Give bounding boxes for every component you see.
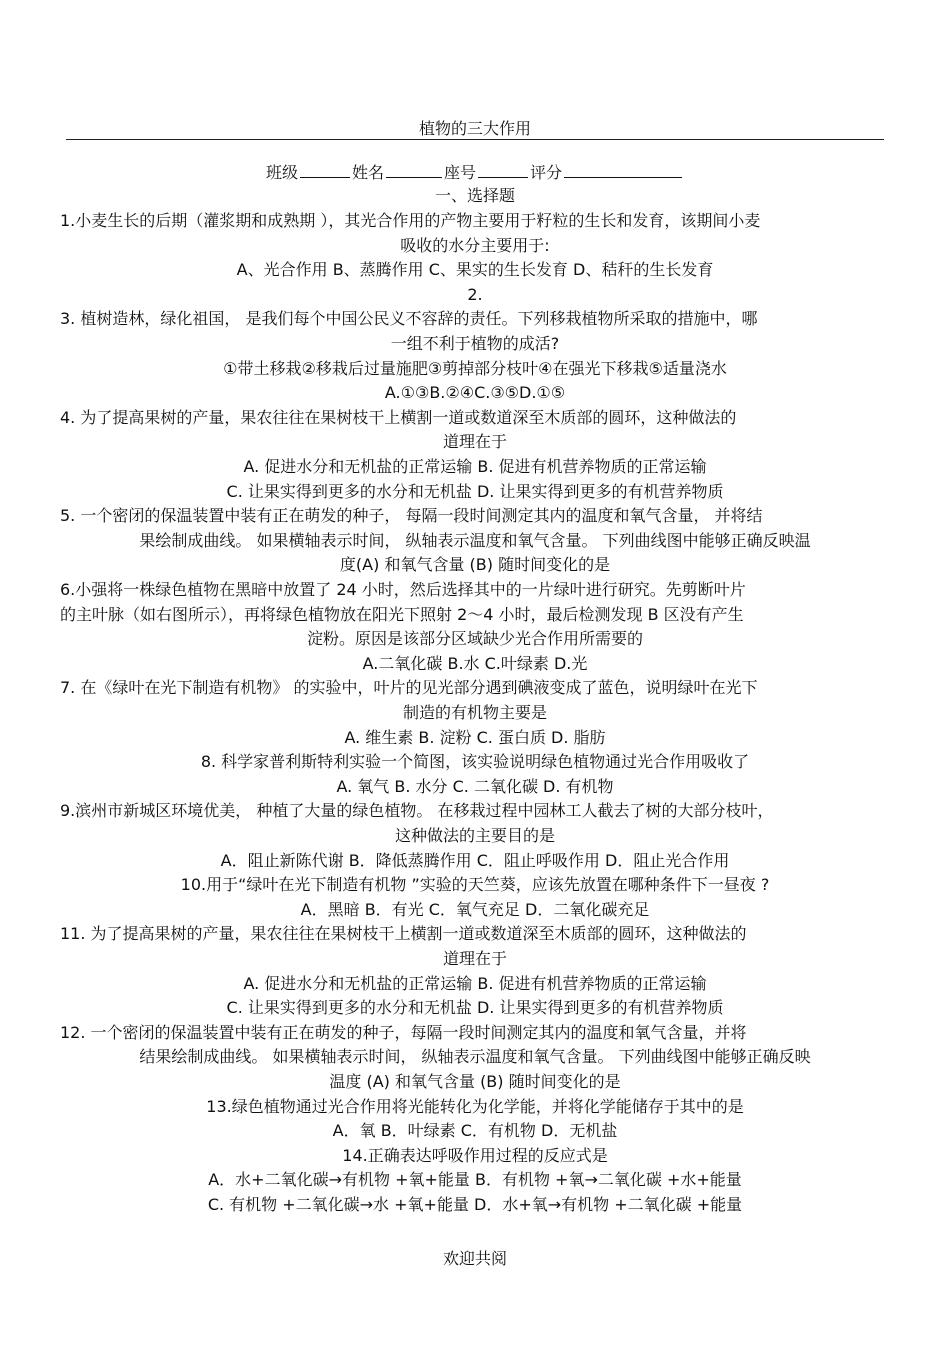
question-line: 1.小麦生长的后期（灌浆期和成熟期 ），其光合作用的产物主要用于籽粒的生长和发育，该期间小麦 (60, 211, 761, 230)
question-line: A. 促进水分和无机盐的正常运输 B. 促进有机营养物质的正常运输 (243, 974, 707, 993)
class-label: 班级 (265, 163, 298, 182)
question-line: 8. 科学家普利斯特利实验一个简图，该实验说明绿色植物通过光合作用吸收了 (200, 752, 750, 771)
question-line: A、光合作用 B、蒸腾作用 C、果实的生长发育 D、秸秆的生长发育 (236, 260, 714, 279)
student-info-line (0, 160, 950, 183)
question-line: 13.绿色植物通过光合作用将光能转化为化学能，并将化学能储存于其中的是 (206, 1097, 744, 1116)
question-line: 12. 一个密闭的保温装置中装有正在萌发的种子，每隔一段时间测定其内的温度和氧气含量，并将 (60, 1023, 747, 1042)
question-line: 果绘制成曲线。 如果横轴表示时间， 纵轴表示温度和氧气含量。 下列曲线图中能够正确反映温 (139, 531, 811, 550)
question-line: 温度 (A) 和氧气含量 (B) 随时间变化的是 (329, 1072, 621, 1091)
question-line: A.①③B.②④C.③⑤D.①⑤ (384, 383, 566, 402)
question-line: 14.正确表达呼吸作用过程的反应式是 (342, 1146, 608, 1165)
question-line: 制造的有机物主要是 (402, 703, 547, 722)
question-line: 淀粉。原因是该部分区域缺少光合作用所需要的 (306, 629, 643, 648)
question-line: 11. 为了提高果树的产量，果农往往在果树枝干上横割一道或数道深至木质部的圆环，这种做法的 (60, 924, 747, 943)
question-line: 的主叶脉（如右图所示），再将绿色植物放在阳光下照射 2～4 小时，最后检测发现 B 区没有产生 (60, 605, 744, 624)
question-line: 6.小强将一株绿色植物在黑暗中放置了 24 小时，然后选择其中的一片绿叶进行研究。先剪断叶片 (60, 580, 746, 599)
question-line: C. 让果实得到更多的水分和无机盐 D. 让果实得到更多的有机营养物质 (226, 482, 724, 501)
question-line: 结果绘制成曲线。 如果横轴表示时间， 纵轴表示温度和氧气含量。 下列曲线图中能够正确反映 (139, 1047, 811, 1066)
name-blank (386, 163, 442, 178)
question-line: A. 氧气 B. 水分 C. 二氧化碳 D. 有机物 (336, 777, 614, 796)
question-line: A．阻止新陈代谢 B．降低蒸腾作用 C．阻止呼吸作用 D．阻止光合作用 (220, 851, 730, 870)
question-line: 3. 植树造林，绿化祖国， 是我们每个中国公民义不容辞的责任。下列移栽植物所采取的措施中，哪 (60, 309, 758, 328)
class-blank (300, 163, 350, 178)
question-line: ①带土移栽②移栽后过量施肥③剪掉部分枝叶④在强光下移栽⑤适量浇水 (223, 359, 727, 378)
question-line: A.二氧化碳 B.水 C.叶绿素 D.光 (362, 654, 588, 673)
score-blank (564, 163, 682, 178)
question-line: C. 让果实得到更多的水分和无机盐 D. 让果实得到更多的有机营养物质 (226, 998, 724, 1017)
question-line: A. 维生素 B. 淀粉 C. 蛋白质 D. 脂肪 (344, 728, 606, 747)
seat-label: 座号 (444, 163, 477, 182)
document-title: 植物的三大作用 (418, 119, 531, 138)
question-line: C. 有机物 +二氧化碳→水 +氧+能量 D．水+氧→有机物 +二氧化碳 +能量 (207, 1195, 743, 1214)
question-line: 道理在于 (442, 432, 507, 451)
question-line: 9.滨州市新城区环境优美， 种植了大量的绿色植物。 在移栽过程中园林工人截去了树的大部分枝叶， (60, 801, 774, 820)
seat-blank (478, 163, 528, 178)
question-line: A．氧 B．叶绿素 C．有机物 D．无机盐 (332, 1121, 618, 1140)
question-line: 4. 为了提高果树的产量，果农往往在果树枝干上横割一道或数道深至木质部的圆环，这种做法的 (60, 408, 737, 427)
page-footer: 欢迎共阅 (442, 1249, 507, 1268)
section-title: 一、选择题 (434, 186, 515, 205)
question-line: A. 促进水分和无机盐的正常运输 B. 促进有机营养物质的正常运输 (243, 457, 707, 476)
question-line: 2. (467, 285, 483, 304)
score-label: 评分 (530, 163, 563, 182)
question-line: 这种做法的主要目的是 (394, 826, 555, 845)
question-line: 度(A) 和氧气含量 (B) 随时间变化的是 (339, 555, 611, 574)
question-line: 5. 一个密闭的保温装置中装有正在萌发的种子， 每隔一段时间测定其内的温度和氧气含量， 并将结 (60, 506, 763, 525)
question-line: 道理在于 (442, 949, 507, 968)
question-line: 7. 在《绿叶在光下制造有机物》 的实验中，叶片的见光部分遇到碘液变成了蓝色，说明绿叶在光下 (60, 678, 758, 697)
question-line: 10.用于“绿叶在光下制造有机物 ”实验的天竺葵，应该先放置在哪种条件下一昼夜 ? (180, 875, 770, 894)
question-line: A．水+二氧化碳→有机物 +氧+能量 B．有机物 +氧→二氧化碳 +水+能量 (208, 1170, 742, 1189)
question-line: 吸收的水分主要用于: (400, 236, 550, 255)
question-line: 一组不利于植物的成活? (390, 334, 560, 353)
title-divider (66, 139, 884, 140)
name-label: 姓名 (351, 163, 384, 182)
question-line: A．黑暗 B．有光 C．氧气充足 D．二氧化碳充足 (300, 900, 650, 919)
